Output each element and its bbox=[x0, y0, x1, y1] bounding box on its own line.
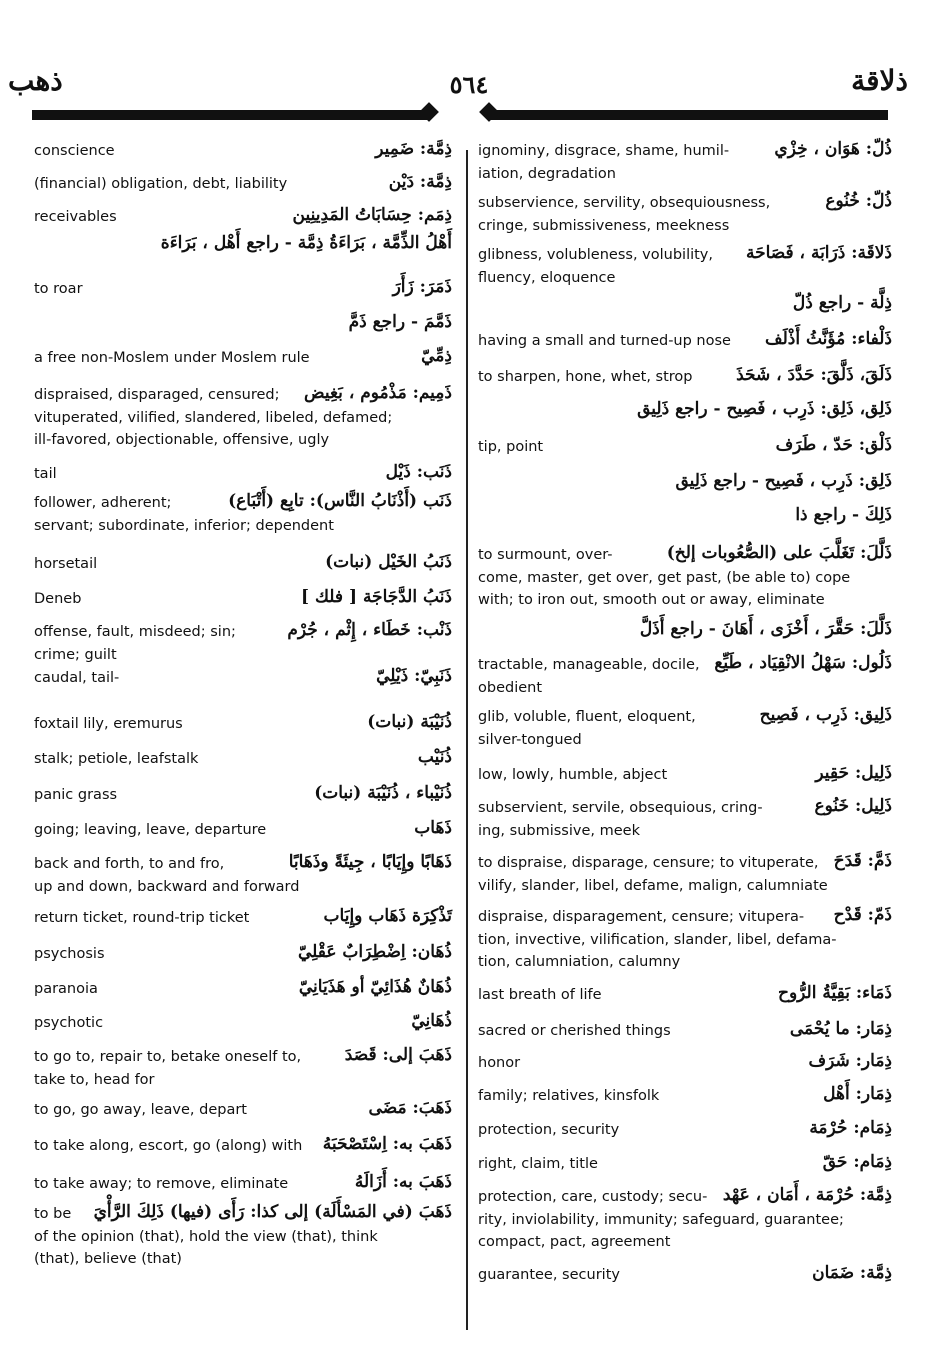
entry-headword: ذَهَبَ به: أَزَالَهُ bbox=[354, 1172, 452, 1192]
entry-definition-continued: ill-favored, objectionable, offensive, ugly bbox=[34, 432, 330, 448]
entry-definition: to go to, repair to, betake oneself to, bbox=[34, 1049, 302, 1065]
entry-headword: ذَنْب: خَطَاء ، إِثْم ، جُرْم bbox=[287, 620, 452, 640]
entry-definition: (financial) obligation, debt, liability bbox=[34, 176, 288, 192]
entry-definition: dispraise, disparagement, censure; vitupera- bbox=[478, 909, 805, 925]
entry-headword: ذِلَّة - راجع ذُلّ bbox=[792, 293, 892, 313]
entry-definition: guarantee, security bbox=[478, 1267, 620, 1283]
entry-definition: family; relatives, kinsfolk bbox=[478, 1088, 660, 1104]
entry-headword: ذَمِيم: مَذْمُوم ، بَغِيض bbox=[304, 383, 452, 403]
entry-headword: ذِمَار: ما يُحْمَى bbox=[789, 1019, 892, 1039]
entry-definition: glib, voluble, fluent, eloquent, bbox=[478, 709, 696, 725]
header-right-word: ذلاقة bbox=[851, 64, 908, 97]
entry-definition-continued: up and down, backward and forward bbox=[34, 878, 300, 895]
entry-definition: paranoia bbox=[34, 981, 98, 997]
entry-definition: to roar bbox=[34, 281, 83, 297]
entry-definition-continued: servant; subordinate, inferior; dependent bbox=[34, 517, 334, 534]
entry-definition: subservience, servility, obsequiousness, bbox=[478, 195, 771, 211]
entry-headword: أَهْلُ الذِّمَّة ، بَرَاءَةُ ذِمَّة - راجع أَهْل ، بَرَاءَة bbox=[160, 233, 452, 253]
entry-definition: glibness, volubleness, volubility, bbox=[478, 247, 714, 263]
entry-headword: ذَلِق: ذَرِب ، فَصِيح - راجع ذَلِيق bbox=[675, 471, 892, 491]
entry-headword: ذَنَبُ الدَّجَاجَة [ فلك ] bbox=[301, 587, 452, 607]
entry-headword: ذَمَّمَ - راجع ذَمَّ bbox=[348, 312, 452, 332]
entry-definition: to dispraise, disparage, censure; to vituperate, bbox=[478, 855, 819, 871]
entry-headword: ذَمّ: قَدْح bbox=[833, 905, 892, 925]
entry-definition: a free non-Moslem under Moslem rule bbox=[34, 350, 310, 366]
entry-definition: to take along, escort, go (along) with bbox=[34, 1138, 303, 1154]
entry-definition: to sharpen, hone, whet, strop bbox=[478, 369, 693, 385]
entry-definition: panic grass bbox=[34, 787, 118, 803]
header-left-word: ذهب bbox=[8, 64, 63, 97]
entry-definition: return ticket, round-trip ticket bbox=[34, 910, 250, 926]
entry-definition: to go, go away, leave, depart bbox=[34, 1102, 247, 1118]
entry-definition: dispraised, disparaged, censured; bbox=[34, 387, 280, 403]
entry-headword: ذَهَبَ إلى: قَصَدَ bbox=[344, 1045, 452, 1065]
entry-definition-continued: rity, inviolability, immunity; safeguard, guarantee; bbox=[478, 1211, 844, 1228]
entry-headword: ذِمَار: شَرَف bbox=[808, 1051, 892, 1071]
entry-headword: ذَلاقَة: ذَرَابَة ، فَصَاحَة bbox=[745, 243, 892, 263]
entry-definition: follower, adherent; bbox=[34, 495, 172, 511]
entry-definition: low, lowly, humble, abject bbox=[478, 767, 668, 783]
entry-definition: last breath of life bbox=[478, 987, 602, 1003]
entry-headword: ذَلِيل: خَنُوع bbox=[814, 796, 892, 816]
entry-headword: تَذْكِرَة ذَهَاب وإِيَاب bbox=[323, 906, 452, 926]
entry-headword: ذَلَقَ، ذَلَّقَ: حَدَّدَ ، شَحَذَ bbox=[736, 365, 892, 385]
header-rule-left bbox=[32, 110, 428, 120]
entry-definition: to take away; to remove, eliminate bbox=[34, 1176, 289, 1192]
entry-definition: back and forth, to and fro, bbox=[34, 856, 225, 872]
entry-definition: ignominy, disgrace, shame, humil- bbox=[478, 143, 730, 159]
entry-definition: conscience bbox=[34, 143, 115, 159]
entry-definition: horsetail bbox=[34, 556, 98, 572]
entry-headword: ذَنَبِيّ: ذَيْلِيّ bbox=[376, 666, 452, 686]
entry-headword: ذَلَّلَ: تَغَلَّبَ على (الصُّعُوبات إلخ) bbox=[666, 543, 892, 563]
entry-definition-continued: with; to iron out, smooth out or away, eliminate bbox=[478, 592, 825, 608]
entry-definition: tail bbox=[34, 466, 57, 482]
entry-definition-continued: of the opinion (that), hold the view (that), think bbox=[34, 1228, 378, 1245]
entry-definition: psychosis bbox=[34, 946, 105, 962]
entry-headword: ذُنَيْب bbox=[417, 747, 452, 767]
entry-headword: ذَلَّلَ: حَقَّرَ ، أَخْزَى ، أَهَانَ - راجع أَذَلَّ bbox=[639, 619, 892, 639]
entry-headword: ذِمَّة: ضَمَان bbox=[812, 1263, 892, 1283]
entry-headword: ذَلِيق: ذَرِب ، فَصِيح bbox=[759, 705, 892, 725]
entry-headword: ذِمَّة: حُرْمَة ، أَمَان ، عَهْد bbox=[722, 1185, 892, 1205]
entry-definition: psychotic bbox=[34, 1015, 104, 1031]
entry-headword: ذِمَّة: ضَمِير bbox=[375, 139, 452, 159]
entry-definition: subservient, servile, obsequious, cring- bbox=[478, 800, 763, 816]
entry-definition: caudal, tail- bbox=[34, 670, 120, 686]
entry-headword: ذِمَّة: دَيْن bbox=[388, 172, 452, 192]
entry-headword: ذَلِكَ - راجع ذا bbox=[795, 505, 892, 525]
entry-definition-continued: come, master, get over, get past, (be able to) cope bbox=[478, 569, 851, 586]
entry-headword: ذُلّ: خُنُوع bbox=[825, 191, 892, 211]
entry-definition: protection, security bbox=[478, 1122, 620, 1138]
entry-definition: stalk; petiole, leafstalk bbox=[34, 751, 199, 767]
entry-definition-continued: take to, head for bbox=[34, 1071, 155, 1088]
entry-headword: ذَهَاب bbox=[414, 818, 452, 838]
entry-definition-continued: tion, invective, vilification, slander, libel, defama- bbox=[478, 931, 837, 948]
entry-definition-continued: fluency, eloquence bbox=[478, 269, 616, 286]
entry-definition-continued: compact, pact, agreement bbox=[478, 1234, 671, 1250]
entry-definition: going; leaving, leave, departure bbox=[34, 822, 267, 838]
entry-definition: tractable, manageable, docile, bbox=[478, 657, 700, 673]
entry-definition-continued: vituperated, vilified, slandered, libeled, defamed; bbox=[34, 409, 393, 426]
entry-headword: ذِمِّيّ bbox=[421, 346, 452, 366]
entry-headword: ذَنَب: ذَيْل bbox=[385, 462, 452, 482]
entry-headword: ذُنَيْبَة (نبات) bbox=[367, 712, 452, 732]
entry-definition-continued: iation, degradation bbox=[478, 165, 616, 182]
column-separator bbox=[466, 150, 468, 1330]
entry-headword: ذَنَب (أَذْنَابُ النَّاس): تابِع (أَتْبَاع) bbox=[228, 491, 452, 511]
entry-headword: ذُلّ: هَوَان ، خِزْي bbox=[774, 139, 892, 159]
entry-definition-continued: vilify, slander, libel, defame, malign, calumniate bbox=[478, 877, 828, 894]
entry-headword: ذِمَام: حَقّ bbox=[822, 1152, 892, 1172]
entry-definition-continued: obedient bbox=[478, 679, 543, 696]
entry-definition: to be bbox=[34, 1206, 72, 1222]
entry-definition: having a small and turned-up nose bbox=[478, 333, 731, 349]
header-rule-right bbox=[488, 110, 888, 120]
entry-definition: right, claim, title bbox=[478, 1156, 598, 1172]
entry-headword: ذَمَرَ: زَأَرَ bbox=[392, 277, 452, 297]
entry-headword: ذَلْفاء: مُؤَنَّثُ أَذْلَف bbox=[764, 329, 892, 349]
entry-headword: ذَلِق، ذَلِق: ذَرِب ، فَصِيح - راجع ذَلِيق bbox=[637, 399, 892, 419]
entry-headword: ذَهَابًا وإِيَابًا ، جِيئَةً وذَهَابًا bbox=[288, 852, 452, 872]
entry-headword: ذُهَان: اِضْطِرَابٌ عَقْلِيّ bbox=[297, 942, 452, 962]
entry-headword: ذِمَار: أَهْل bbox=[823, 1084, 892, 1104]
entry-headword: ذَهَبَ: مَضَى bbox=[368, 1098, 452, 1118]
entry-headword: ذَمَّ: قَدَحَ bbox=[833, 851, 892, 871]
entry-headword: ذِمَم: حِسَابَاتُ المَدِينِين bbox=[292, 205, 452, 225]
entry-definition-continued: (that), believe (that) bbox=[34, 1251, 182, 1267]
entry-headword: ذَنَبُ الخَيْل (نبات) bbox=[325, 552, 452, 572]
entry-headword: ذَهَبَ به: اِسْتَصْحَبَهُ bbox=[322, 1134, 452, 1154]
page-number: ٥٦٤ bbox=[449, 70, 489, 99]
entry-definition: foxtail lily, eremurus bbox=[34, 716, 183, 732]
entry-definition-continued: tion, calumniation, calumny bbox=[478, 954, 681, 970]
entry-headword: ذَلُول: سَهْلُ الانْقِيَاد ، طَيِّع bbox=[714, 653, 892, 673]
entry-headword: ذُهَانِيّ bbox=[411, 1011, 452, 1031]
entry-headword: ذَهَبَ (في المَسْأَلَة) إلى كذا: رَأَى (فيها) ذَلِكَ الرَّأْيَ bbox=[93, 1202, 452, 1222]
entry-headword: ذُنَيْباء ، ذُنَيْبَة (نبات) bbox=[314, 783, 452, 803]
entry-definition: sacred or cherished things bbox=[478, 1023, 671, 1039]
entry-headword: ذِمَام: حُرْمَة bbox=[809, 1118, 892, 1138]
entry-definition-continued: cringe, submissiveness, meekness bbox=[478, 217, 730, 234]
entry-definition-continued: ing, submissive, meek bbox=[478, 822, 640, 839]
entry-definition: offense, fault, misdeed; sin; bbox=[34, 624, 236, 640]
entry-definition: protection, care, custody; secu- bbox=[478, 1189, 708, 1205]
entry-headword: ذُهَانٌ هُذَائِيّ أو هَذَيَانِيّ bbox=[298, 977, 452, 997]
entry-headword: ذَلْق: حَدّ ، طَرَف bbox=[775, 435, 892, 455]
entry-headword: ذَلِيل: حَقِير bbox=[815, 763, 892, 783]
entry-definition: to surmount, over- bbox=[478, 547, 613, 563]
entry-definition: Deneb bbox=[34, 591, 82, 607]
entry-headword: ذَمَاء: بَقِيَّةُ الرُّوح bbox=[777, 983, 892, 1003]
entry-definition-continued: silver-tongued bbox=[478, 731, 582, 748]
entry-definition: honor bbox=[478, 1055, 521, 1071]
entry-definition: tip, point bbox=[478, 439, 544, 455]
entry-definition: receivables bbox=[34, 209, 117, 225]
entry-definition-continued: crime; guilt bbox=[34, 646, 117, 663]
